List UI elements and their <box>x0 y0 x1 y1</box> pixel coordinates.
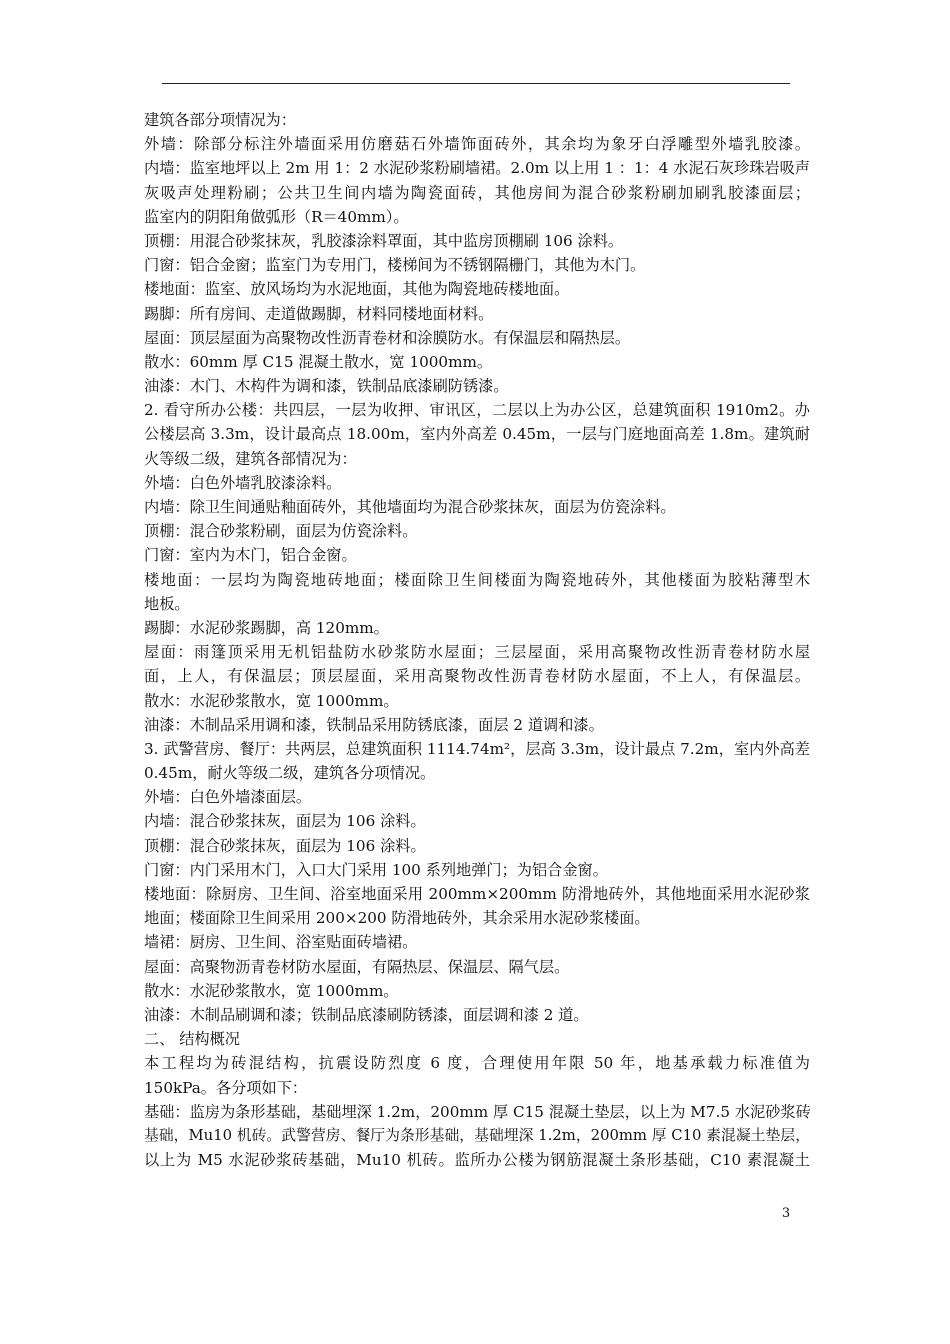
text-line: 油漆：木门、木构件为调和漆，铁制品底漆刷防锈漆。 <box>144 377 509 396</box>
text-line: 门窗：室内为木门，铝合金窗。 <box>144 546 357 565</box>
text-line: 门窗：铝合金窗；监室门为专用门，楼梯间为不锈钢隔栅门，其他为木门。 <box>144 256 646 275</box>
text-line: 灰吸声处理粉刷；公共卫生间内墙为陶瓷面砖，其他房间为混合砂浆粉刷加刷乳胶漆面层； <box>144 183 810 202</box>
text-line: 基础，Mu10 机砖。武警营房、餐厅为条形基础，基础埋深 1.2m，200mm 厚 C10 素混凝土垫层， <box>144 1126 810 1144</box>
text-line: 外墙：除部分标注外墙面采用仿磨菇石外墙饰面砖外，其余均为象牙白浮雕型外墙乳胶漆。 <box>144 135 810 154</box>
text-line: 屋面：雨篷顶采用无机铝盐防水砂浆防水屋面；三层屋面，采用高聚物改性沥青卷材防水屋 <box>144 643 810 662</box>
text-line: 基础：监房为条形基础，基础埋深 1.2m，200mm 厚 C15 混凝土垫层，以上为 M7.5 水泥砂浆砖 <box>144 1102 811 1121</box>
text-line: 油漆：木制品刷调和漆；铁制品底漆刷防锈漆，面层调和漆 2 道。 <box>144 1005 589 1024</box>
text-line: 火等级二级，建筑各部情况为： <box>144 449 357 468</box>
text-line: 油漆：木制品采用调和漆，铁制品采用防锈底漆，面层 2 道调和漆。 <box>144 715 604 734</box>
text-line: 地面；楼面除卫生间采用 200×200 防滑地砖外，其余采用水泥砂浆楼面。 <box>144 909 650 928</box>
text-line: 以上为 M5 水泥砂浆砖基础，Mu10 机砖。监所办公楼为钢筋混凝土条形基础，C10 素混凝土 <box>144 1151 810 1170</box>
text-line: 外墙：白色外墙漆面层。 <box>144 788 312 807</box>
text-line: 监室内的阴阳角做弧形（R＝40mm）。 <box>144 207 409 226</box>
text-line: 散水：水泥砂浆散水，宽 1000mm。 <box>144 691 399 710</box>
text-line: 内墙：监室地坪以上 2m 用 1：2 水泥砂浆粉刷墙裙。2.0m 以上用 1 ：1：4 水泥石灰珍珠岩吸声 <box>144 159 810 178</box>
text-line: 二、 结构概况 <box>144 1030 240 1049</box>
text-line: 踢脚：水泥砂浆踢脚，高 120mm。 <box>144 618 389 637</box>
text-line: 内墙：混合砂浆抹灰，面层为 106 涂料。 <box>144 812 426 831</box>
text-line: 内墙：除卫生间通贴釉面砖外，其他墙面均为混合砂浆抹灰，面层为仿瓷涂料。 <box>144 498 676 516</box>
text-line: 踢脚：所有房间、走道做踢脚，材料同楼地面材料。 <box>144 304 494 323</box>
text-line: 屋面：高聚物沥青卷材防水屋面，有隔热层、保温层、隔气层。 <box>144 957 570 976</box>
page-number: 3 <box>781 1206 791 1221</box>
text-line: 顶棚：混合砂浆粉刷，面层为仿瓷涂料。 <box>144 522 418 541</box>
text-line: 屋面：顶层屋面为高聚物改性沥青卷材和涂膜防水。有保温层和隔热层。 <box>144 328 630 347</box>
text-line: 2. 看守所办公楼：共四层，一层为收押、审讯区，二层以上为办公区，总建筑面积 1910m2。办 <box>144 401 810 420</box>
text-line: 散水：60mm 厚 C15 混凝土散水，宽 1000mm。 <box>144 352 493 371</box>
text-line: 楼地面：除厨房、卫生间、浴室地面采用 200mm×200mm 防滑地砖外，其他地面采用水泥砂浆 <box>144 885 810 903</box>
document-body <box>144 108 810 1172</box>
text-line: 建筑各部分项情况为： <box>144 111 296 129</box>
text-line: 本工程均为砖混结构，抗震设防烈度 6 度，合理使用年限 50 年，地基承载力标准值为 <box>144 1054 810 1073</box>
text-line: 墙裙：厨房、卫生间、浴室贴面砖墙裙。 <box>144 933 418 952</box>
text-line: 150kPa。各分项如下： <box>144 1078 308 1097</box>
text-line: 顶棚：用混合砂浆抹灰，乳胶漆涂料罩面，其中监房顶棚刷 106 涂料。 <box>144 231 624 250</box>
text-line: 楼地面：监室、放风场均为水泥地面，其他为陶瓷地砖楼地面。 <box>144 280 570 299</box>
text-line: 散水：水泥砂浆散水，宽 1000mm。 <box>144 981 399 1000</box>
text-line: 地板。 <box>144 594 190 613</box>
header-rule <box>162 83 790 84</box>
text-line: 门窗：内门采用木门，入口大门采用 100 系列地弹门；为铝合金窗。 <box>144 860 608 879</box>
text-line: 0.45m，耐火等级二级，建筑各分项情况。 <box>144 764 436 783</box>
text-line: 外墙：白色外墙乳胶漆涂料。 <box>144 473 342 492</box>
text-line: 3. 武警营房、餐厅：共两层，总建筑面积 1114.74m²，层高 3.3m，设计最点 7.2m，室内外高差 <box>144 739 810 758</box>
text-line: 楼地面：一层均为陶瓷地砖地面；楼面除卫生间楼面为陶瓷地砖外，其他楼面为胶粘薄型木 <box>144 570 810 589</box>
text-line: 公楼层高 3.3m，设计最高点 18.00m，室内外高差 0.45m，一层与门庭地面高差 1.8m。建筑耐 <box>144 425 810 444</box>
text-line: 顶棚：混合砂浆抹灰，面层为 106 涂料。 <box>144 836 426 855</box>
text-line: 面，上人，有保温层；顶层屋面，采用高聚物改性沥青卷材防水屋面，不上人，有保温层。 <box>144 667 810 686</box>
